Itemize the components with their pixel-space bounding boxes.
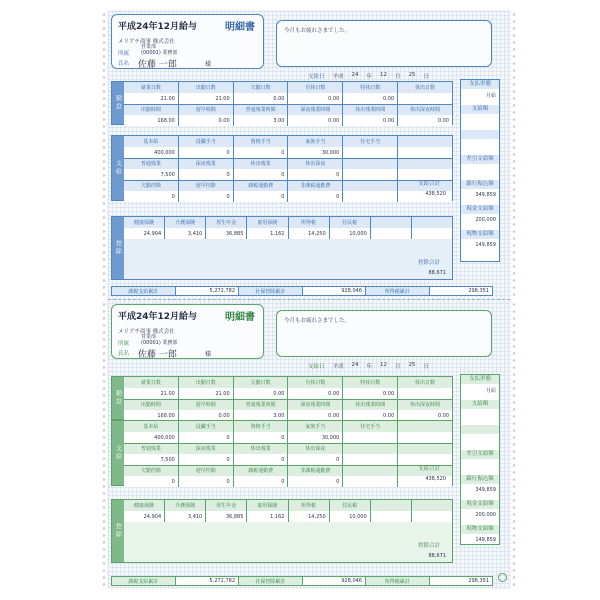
pay-date-year-unit: 年	[366, 364, 373, 370]
payment-divider	[124, 180, 452, 181]
attendance-item-label: 有休日数	[288, 82, 343, 93]
attendance-item-label: 出勤日数	[179, 82, 234, 93]
payment-item-value: 0	[179, 432, 234, 443]
summary-value: 200,000	[475, 512, 496, 518]
deduction-side-label: 控除	[112, 500, 124, 562]
payment-item-label: 資格手当	[234, 421, 289, 432]
pay-date-era: 平成	[332, 364, 344, 370]
tractor-holes-right	[511, 301, 517, 588]
payment-cells	[124, 136, 452, 200]
attendance-item-value: 21.00	[124, 388, 179, 399]
deduction-section	[111, 499, 453, 563]
department-name: 営業部	[141, 334, 157, 340]
deduction-total-value: 88,671	[428, 270, 446, 276]
summary-label	[461, 425, 499, 434]
name-label: 氏名	[118, 61, 130, 67]
summary-value: 149,859	[475, 537, 496, 543]
summary-label	[461, 130, 499, 139]
message-text: 今月もお疲れさまでした。	[284, 318, 351, 324]
payment-item-label: 遅早控除	[179, 465, 234, 476]
deduction-item-label	[371, 217, 412, 228]
deduction-item-value	[412, 228, 452, 239]
summary-value: 月給	[485, 93, 496, 99]
deduction-item-label: 介護保険	[165, 500, 206, 511]
deduction-item-label: 住民税	[330, 500, 371, 511]
summary-label: 支払形態	[461, 80, 499, 89]
payment-value-row	[124, 476, 452, 487]
payment-item-value: 7,500	[124, 454, 179, 465]
attendance-item-value: 0.00	[288, 93, 343, 104]
attendance-item-label: 休出残業時間	[343, 104, 398, 115]
pay-date-month: 12	[380, 72, 388, 78]
cumulative-value: 298,351	[468, 578, 489, 584]
attendance-item-value: 0.00	[234, 388, 289, 399]
summary-label: 差引支給額	[461, 155, 499, 164]
summary-label: 現物支給額	[461, 230, 499, 239]
honorific: 様	[205, 351, 212, 358]
company-name: メリアチ商事 株式会社	[118, 39, 175, 45]
payslip-top	[108, 11, 510, 298]
payment-item-label	[343, 180, 398, 191]
cumulative-label: 社保控除累計	[239, 577, 303, 585]
employee-code: (00001) 業務部	[141, 340, 178, 346]
pay-date-day-unit: 日	[423, 74, 430, 80]
attendance-item-value: 0.00	[343, 115, 398, 126]
deduction-item-value: 14,250	[289, 228, 330, 239]
deduction-item-label	[412, 500, 452, 511]
attendance-item-label: 特休日数	[343, 82, 398, 93]
tractor-holes-left	[101, 11, 107, 298]
attendance-value-row	[124, 93, 452, 104]
attendance-item-label: 欠勤日数	[234, 82, 289, 93]
attendance-item-value	[398, 93, 452, 104]
attendance-item-label: 欠勤日数	[234, 377, 289, 388]
attendance-divider	[124, 399, 452, 400]
attendance-item-value: 0.00	[398, 410, 452, 421]
attendance-item-label: 深夜残業時間	[288, 399, 343, 410]
payment-item-value: 0	[288, 191, 343, 202]
cumulative-value: 5,272,782	[176, 577, 240, 585]
circle-stamp-icon	[498, 573, 507, 582]
message-box	[276, 20, 492, 67]
pay-date-day: 25	[408, 72, 416, 78]
payment-total-label: 支給合計	[417, 466, 440, 472]
attendance-value-row	[124, 388, 452, 399]
payment-item-value	[343, 476, 398, 487]
deduction-label-row	[124, 217, 452, 228]
attendance-item-value: 0.00	[179, 410, 234, 421]
deduction-item-label: 所得税	[289, 217, 330, 228]
payment-label-row	[124, 158, 452, 169]
deduction-item-value	[412, 511, 452, 522]
payment-item-value: 30,000	[288, 147, 343, 158]
payment-side-label: 支給	[112, 136, 124, 200]
pay-date	[308, 362, 494, 370]
attendance-item-label: 有休日数	[288, 377, 343, 388]
deduction-item-value: 10,000	[330, 511, 371, 522]
payment-item-value	[343, 191, 398, 202]
payment-item-value	[398, 432, 452, 443]
deduction-item-label: 厚生年金	[206, 217, 247, 228]
deduction-item-value: 24,904	[124, 511, 165, 522]
payment-item-label: 基本給	[124, 421, 179, 432]
payment-item-label: 深夜残業	[179, 443, 234, 454]
attendance-item-value: 0.00	[179, 115, 234, 126]
attendance-section	[111, 81, 453, 125]
tractor-holes-right	[511, 11, 517, 298]
attendance-label-row	[124, 377, 452, 388]
attendance-item-value: 0.00	[343, 93, 398, 104]
payment-item-label: 基本給	[124, 136, 179, 147]
deduction-item-value: 3,410	[165, 228, 206, 239]
payment-item-label: 普通残業	[124, 158, 179, 169]
attendance-item-value: 0.00	[343, 388, 398, 399]
attendance-item-label: 休出日数	[398, 82, 452, 93]
payment-item-label: 家族手当	[288, 421, 343, 432]
deduction-item-value: 36,885	[206, 228, 247, 239]
attendance-cells	[124, 82, 452, 124]
deduction-item-value: 1,162	[247, 511, 288, 522]
payment-label-row	[124, 465, 452, 476]
payment-label-row	[124, 180, 452, 191]
payslip-kind: 明細書	[225, 22, 255, 33]
attendance-item-label: 休出日数	[398, 377, 452, 388]
attendance-cells	[124, 377, 452, 419]
payment-item-value	[343, 454, 398, 465]
department-label: 所属	[118, 341, 130, 347]
payment-item-value: 7,500	[124, 169, 179, 180]
pay-date-month: 12	[380, 362, 388, 368]
header-box	[111, 304, 264, 359]
cumulative-label: 所得税累計	[366, 577, 430, 585]
payment-value-row	[124, 147, 452, 158]
attendance-item-value: 0.00	[288, 410, 343, 421]
pay-date-label: 支給日	[308, 364, 325, 370]
summary-value: 月給	[485, 388, 496, 394]
payment-label-row	[124, 136, 452, 147]
summary-column	[460, 374, 500, 545]
summary-label: 支払形態	[461, 375, 499, 384]
tractor-holes-left	[101, 301, 107, 588]
payment-label-row	[124, 443, 452, 454]
deduction-item-value: 1,162	[247, 228, 288, 239]
pay-date-label: 支給日	[308, 74, 325, 80]
deduction-item-label: 住民税	[330, 217, 371, 228]
payment-item-value	[398, 147, 452, 158]
deduction-item-label: 雇用保険	[247, 217, 288, 228]
payslip-title: 平成24年12月給与	[118, 22, 198, 32]
pay-date-day-unit: 日	[423, 364, 430, 370]
deduction-item-value: 24,904	[124, 228, 165, 239]
deduction-item-label: 健康保険	[124, 217, 165, 228]
payment-item-label: 課税通勤費	[234, 465, 289, 476]
pay-date-era: 平成	[332, 74, 344, 80]
department-name: 営業部	[141, 44, 157, 50]
payment-divider	[124, 443, 452, 444]
cumulative-label: 課税支給累計	[112, 287, 176, 295]
payment-item-label: 欠勤控除	[124, 180, 179, 191]
attendance-item-value	[398, 388, 452, 399]
payment-item-value: 400,000	[124, 432, 179, 443]
payment-item-value: 0	[179, 476, 234, 487]
payment-item-value: 0	[234, 169, 289, 180]
payment-divider	[124, 465, 452, 466]
pay-date-month-unit: 月	[395, 74, 401, 80]
summary-label: 支給額	[461, 105, 499, 114]
payment-item-value: 0	[124, 191, 179, 202]
payment-side-label: 支給	[112, 421, 124, 485]
payment-item-value	[343, 432, 398, 443]
payment-item-label: 休出深夜	[288, 158, 343, 169]
deduction-item-value: 14,250	[289, 511, 330, 522]
payment-item-value	[343, 169, 398, 180]
deduction-item-label: 雇用保険	[247, 500, 288, 511]
payment-item-value: 0	[234, 454, 289, 465]
deduction-item-label: 健康保険	[124, 500, 165, 511]
payment-item-value: 0	[234, 476, 289, 487]
payment-item-value: 0	[124, 476, 179, 487]
payment-item-label: 休出残業	[234, 158, 289, 169]
attendance-divider	[124, 104, 452, 105]
cumulative-label: 課税支給累計	[112, 577, 176, 585]
payment-item-label: 遅早控除	[179, 180, 234, 191]
header-box	[111, 14, 264, 69]
payment-item-label: 休出残業	[234, 443, 289, 454]
payment-item-value: 0	[179, 147, 234, 158]
payment-item-value: 0	[288, 169, 343, 180]
payment-total-label: 支給合計	[417, 181, 440, 187]
payment-item-label	[398, 421, 452, 432]
message-box	[276, 310, 492, 357]
summary-column	[460, 79, 500, 262]
payment-label-row	[124, 421, 452, 432]
payment-item-label: 住宅手当	[343, 421, 398, 432]
payslip-bottom	[108, 301, 510, 588]
summary-label: 支給額	[461, 400, 499, 409]
payment-item-label: 普通残業	[124, 443, 179, 454]
deduction-cells	[124, 217, 452, 279]
attendance-item-value: 3.00	[234, 410, 289, 421]
payment-item-label: 資格手当	[234, 136, 289, 147]
payment-item-value: 400,000	[124, 147, 179, 158]
attendance-section	[111, 376, 453, 420]
perforation-line	[108, 299, 510, 300]
deduction-item-value: 10,000	[330, 228, 371, 239]
payment-item-value: 30,000	[288, 432, 343, 443]
payment-value-row	[124, 191, 452, 202]
deduction-item-value	[371, 228, 412, 239]
payment-item-label: 深夜残業	[179, 158, 234, 169]
pay-date-year-unit: 年	[366, 74, 373, 80]
payment-item-value: 0	[234, 147, 289, 158]
deduction-value-row	[124, 228, 452, 239]
deduction-item-label	[371, 500, 412, 511]
message-text: 今月もお疲れさまでした。	[284, 28, 351, 34]
deduction-side-label: 控除	[112, 217, 124, 279]
summary-label: 現金支給額	[461, 500, 499, 509]
payment-total-value: 438,520	[425, 476, 446, 482]
attendance-item-value: 0.00	[288, 115, 343, 126]
attendance-item-label: 遅早時間	[179, 399, 234, 410]
deduction-total-label: 控除合計	[417, 260, 440, 266]
deduction-item-label: 厚生年金	[206, 500, 247, 511]
payment-item-label: 住宅手当	[343, 136, 398, 147]
employee-name: 佐藤 一郎	[138, 350, 177, 360]
payment-item-label	[398, 136, 452, 147]
pay-date-day: 25	[408, 362, 416, 368]
deduction-item-value: 36,885	[206, 511, 247, 522]
summary-value: 349,859	[475, 192, 496, 198]
attendance-item-label: 普通残業時間	[234, 104, 289, 115]
payment-cells	[124, 421, 452, 485]
attendance-item-value: 0.00	[288, 388, 343, 399]
payment-total-value: 438,520	[425, 191, 446, 197]
attendance-item-value: 21.00	[124, 93, 179, 104]
payslip-sheet	[108, 11, 510, 588]
employee-name: 佐藤 一郎	[138, 60, 177, 70]
cumulative-value: 928,046	[303, 287, 367, 295]
pay-date-month-unit: 月	[395, 364, 401, 370]
payment-item-value: 0	[288, 454, 343, 465]
payment-divider	[124, 158, 452, 159]
employee-code: (00001) 業務部	[141, 50, 178, 56]
summary-label: 銀行振込額	[461, 180, 499, 189]
attendance-item-label: 休出残業時間	[343, 399, 398, 410]
attendance-item-label: 就業日数	[124, 82, 179, 93]
attendance-item-value: 168.00	[124, 115, 179, 126]
cumulative-bar	[111, 576, 493, 586]
attendance-side-label: 勤怠	[112, 82, 124, 124]
attendance-item-value: 0.00	[398, 115, 452, 126]
attendance-item-label: 就業日数	[124, 377, 179, 388]
attendance-item-label: 特休日数	[343, 377, 398, 388]
payment-item-label	[343, 158, 398, 169]
attendance-item-label: 出勤日数	[179, 377, 234, 388]
payment-item-value	[343, 147, 398, 158]
payment-section	[111, 420, 453, 486]
pay-date-year: 24	[351, 362, 359, 368]
pay-date-year: 24	[351, 72, 359, 78]
cumulative-value: 5,272,782	[176, 287, 240, 295]
attendance-item-label: 遅早時間	[179, 104, 234, 115]
cumulative-bar	[111, 286, 493, 296]
payment-item-label: 非課税通勤費	[288, 180, 343, 191]
deduction-value-row	[124, 511, 452, 522]
honorific: 様	[205, 61, 212, 68]
attendance-label-row	[124, 399, 452, 410]
payment-item-value: 0	[179, 454, 234, 465]
attendance-value-row	[124, 115, 452, 126]
attendance-item-label: 普通残業時間	[234, 399, 289, 410]
payment-value-row	[124, 169, 452, 180]
attendance-item-value: 3.00	[234, 115, 289, 126]
payment-item-value: 0	[179, 169, 234, 180]
cumulative-label: 社保控除累計	[239, 287, 303, 295]
deduction-cells	[124, 500, 452, 562]
attendance-item-value: 0.00	[343, 410, 398, 421]
payment-item-label: 家族手当	[288, 136, 343, 147]
deduction-item-value	[371, 511, 412, 522]
payment-item-value: 0	[234, 432, 289, 443]
summary-value: 149,859	[475, 242, 496, 248]
payment-item-label: 欠勤控除	[124, 465, 179, 476]
attendance-item-label: 休出深夜時間	[398, 399, 452, 410]
summary-value: 200,000	[475, 217, 496, 223]
payment-value-row	[124, 432, 452, 443]
name-label: 氏名	[118, 351, 130, 357]
payment-item-label: 役職手当	[179, 421, 234, 432]
summary-label: 現金支給額	[461, 205, 499, 214]
payslip-title: 平成24年12月給与	[118, 312, 198, 322]
summary-label: 銀行振込額	[461, 475, 499, 484]
attendance-side-label: 勤怠	[112, 377, 124, 419]
attendance-item-value: 168.00	[124, 410, 179, 421]
payment-item-label	[398, 443, 452, 454]
payment-item-value: 0	[179, 191, 234, 202]
payment-item-value: 0	[288, 476, 343, 487]
attendance-label-row	[124, 104, 452, 115]
deduction-label-row	[124, 500, 452, 511]
payment-item-label: 休出深夜	[288, 443, 343, 454]
payment-item-label	[343, 465, 398, 476]
summary-value: 349,859	[475, 487, 496, 493]
deduction-item-label: 介護保険	[165, 217, 206, 228]
attendance-item-value: 21.00	[179, 93, 234, 104]
deduction-item-label	[412, 217, 452, 228]
payment-item-value: 0	[234, 191, 289, 202]
summary-label: 差引支給額	[461, 450, 499, 459]
summary-label: 現物支給額	[461, 525, 499, 534]
attendance-item-label: 休出深夜時間	[398, 104, 452, 115]
payment-item-label	[398, 158, 452, 169]
attendance-item-value: 21.00	[179, 388, 234, 399]
payment-item-label: 課税通勤費	[234, 180, 289, 191]
payment-item-label	[343, 443, 398, 454]
attendance-label-row	[124, 82, 452, 93]
cumulative-value: 298,351	[468, 288, 489, 294]
cumulative-label: 所得税累計	[366, 287, 430, 295]
payment-item-label: 非課税通勤費	[288, 465, 343, 476]
attendance-item-label: 出勤時間	[124, 104, 179, 115]
deduction-item-value: 3,410	[165, 511, 206, 522]
attendance-item-label: 深夜残業時間	[288, 104, 343, 115]
payment-value-row	[124, 454, 452, 465]
deduction-total-value: 88,671	[428, 553, 446, 559]
cumulative-value: 928,046	[303, 577, 367, 585]
payment-item-label: 役職手当	[179, 136, 234, 147]
payslip-kind: 明細書	[225, 312, 255, 323]
attendance-item-value: 0.00	[234, 93, 289, 104]
payment-section	[111, 135, 453, 201]
deduction-total-label: 控除合計	[417, 543, 440, 549]
company-name: メリアチ商事 株式会社	[118, 329, 175, 335]
department-label: 所属	[118, 51, 130, 57]
attendance-item-label: 出勤時間	[124, 399, 179, 410]
deduction-section	[111, 216, 453, 280]
deduction-item-label: 所得税	[289, 500, 330, 511]
